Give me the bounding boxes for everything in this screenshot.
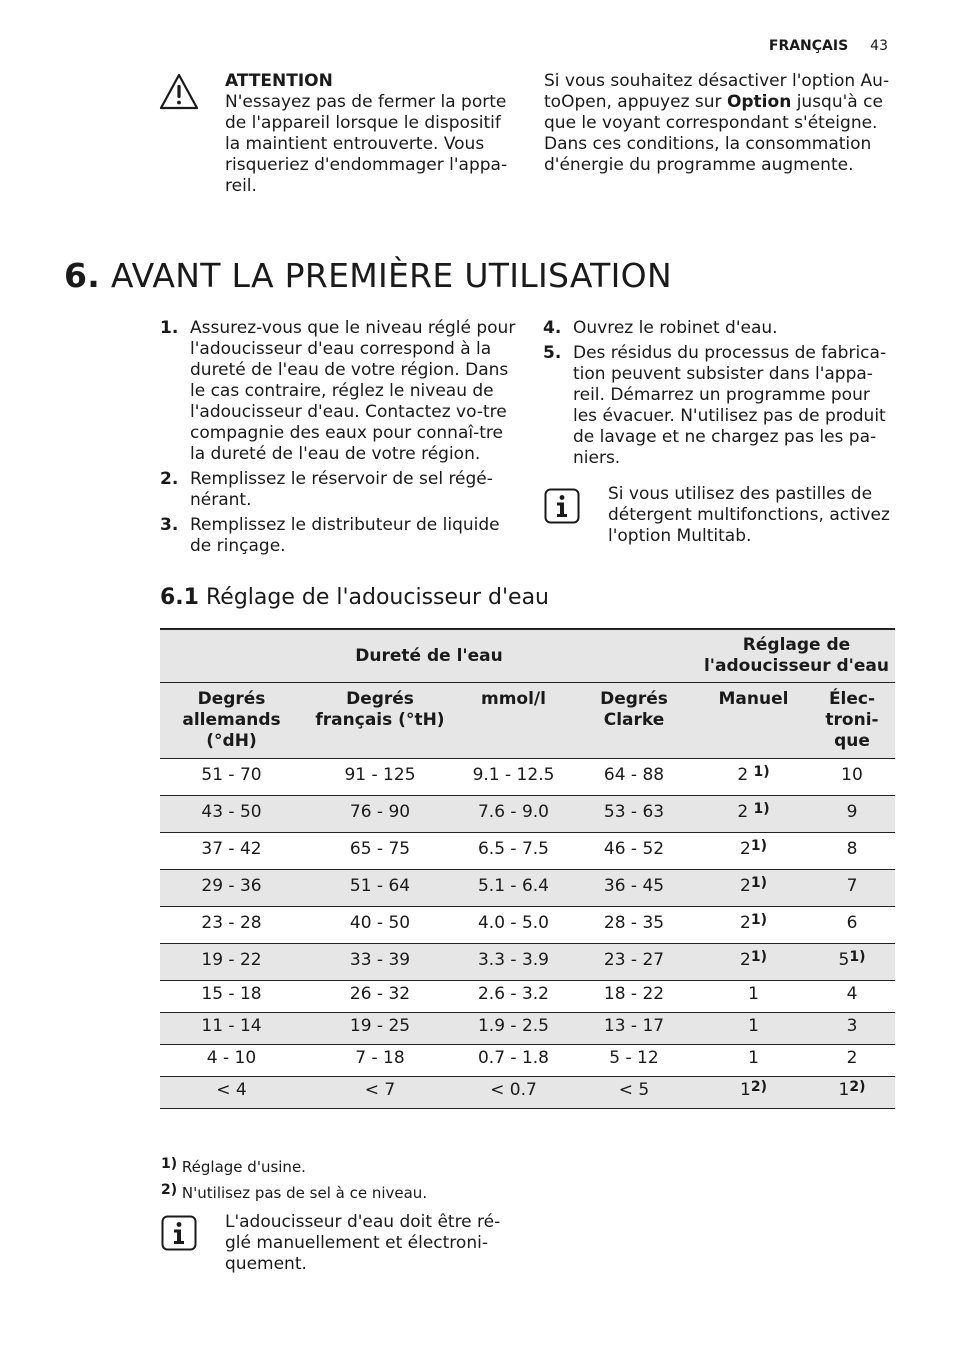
cell-value: 2 [740, 876, 751, 896]
table-cell: 1.9 - 2.5 [457, 1013, 570, 1045]
step-number: 4. [543, 318, 562, 338]
step-number: 2. [160, 469, 179, 489]
table-cell: 51 - 64 [303, 870, 457, 907]
footnote-mark: 2) [161, 1182, 178, 1198]
col-header-clarke: Degrés Clarke [570, 683, 698, 759]
group-header-setting: Réglage de l'adoucisseur d'eau [698, 629, 895, 683]
table-cell: 53 - 63 [570, 796, 698, 833]
info-softener-text: L'adoucisseur d'eau doit être ré-glé manuellement et électroni-quement. [225, 1212, 501, 1274]
table-cell: 8 [809, 833, 895, 870]
table-row [160, 1013, 895, 1045]
table-cell [698, 796, 809, 833]
step-number: 3. [160, 515, 179, 535]
step-item [160, 515, 516, 557]
table-cell [698, 907, 809, 944]
footnote-marker: 1) [849, 949, 866, 965]
footnote-marker: 2) [750, 1079, 767, 1095]
table-cell [698, 833, 809, 870]
table-cell: 23 - 28 [160, 907, 303, 944]
table-cell: 4.0 - 5.0 [457, 907, 570, 944]
table-cell: 3 [809, 1013, 895, 1045]
table-cell: 15 - 18 [160, 981, 303, 1013]
table-row [160, 907, 895, 944]
col-header-dh: Degrés allemands (°dH) [160, 683, 303, 759]
footnote-text: Réglage d'usine. [181, 1158, 306, 1176]
table-cell: 23 - 27 [570, 944, 698, 981]
cell-value: 5 [838, 950, 850, 970]
table-cell: 65 - 75 [303, 833, 457, 870]
footnote-text: N'utilisez pas de sel à ce niveau. [181, 1184, 428, 1202]
footnote-mark: 1) [161, 1156, 178, 1172]
autoopen-text-end: jusqu'à ce que le voyant correspondant s'éteigne. Dans ces conditions, la consommation d'énergie du programme augmente. [544, 92, 883, 175]
attention-block [225, 71, 517, 197]
col-header-manuel: Manuel [698, 683, 809, 759]
cell-value: 1 [740, 1080, 751, 1100]
autoopen-text-start: Si vous souhaitez désactiver l'option Au-toOpen, appuyez sur [544, 71, 890, 112]
table-cell: 4 - 10 [160, 1045, 303, 1077]
table-row [160, 1045, 895, 1077]
table-cell: 51 - 70 [160, 759, 303, 796]
warning-triangle-icon [158, 72, 200, 112]
step-number: 1. [160, 318, 179, 338]
step-item [543, 318, 893, 339]
footnote-2 [161, 1182, 427, 1202]
table-cell: 0.7 - 1.8 [457, 1045, 570, 1077]
table-cell: 64 - 88 [570, 759, 698, 796]
table-row [160, 796, 895, 833]
option-keyword: Option [726, 92, 792, 112]
table-cell: 2.6 - 3.2 [457, 981, 570, 1013]
table-cell: 3.3 - 3.9 [457, 944, 570, 981]
section-number: 6.1 [160, 585, 199, 610]
table-cell [698, 1077, 809, 1109]
table-cell: 1 [698, 981, 809, 1013]
cell-value: 2 [737, 802, 749, 822]
footnote-marker: 1) [750, 912, 767, 928]
footnote-1 [161, 1156, 306, 1176]
table-cell: 1 [698, 1013, 809, 1045]
table-cell: 40 - 50 [303, 907, 457, 944]
steps-list-left [160, 318, 516, 561]
footnote-marker: 1) [753, 764, 770, 780]
page-header [769, 38, 888, 54]
header-section: FRANÇAIS [768, 38, 849, 54]
table-cell: 19 - 22 [160, 944, 303, 981]
table-cell: 7.6 - 9.0 [457, 796, 570, 833]
table-row [160, 944, 895, 981]
chapter-title [64, 256, 672, 295]
table-cell: 36 - 45 [570, 870, 698, 907]
table-row [160, 833, 895, 870]
table-cell: 1 [698, 1045, 809, 1077]
table-cell: 6 [809, 907, 895, 944]
table-cell: 29 - 36 [160, 870, 303, 907]
table-cell: 26 - 32 [303, 981, 457, 1013]
step-item [160, 318, 516, 465]
table-cell [698, 944, 809, 981]
step-number: 5. [543, 343, 562, 363]
step-text: Assurez-vous que le niveau réglé pour l'adoucisseur d'eau correspond à la dureté de l'eau de votre région. Dans le cas contraire, réglez le niveau de l'adoucisseur d'eau. Contactez vo-tre compagnie des eaux pour connaî-tre la dureté de l'eau de votre région. [190, 318, 516, 464]
page-number: 43 [870, 38, 888, 54]
table-cell: < 0.7 [457, 1077, 570, 1109]
info-icon [544, 488, 580, 524]
table-cell: 33 - 39 [303, 944, 457, 981]
chapter-number: 6. [64, 256, 101, 295]
table-cell: < 7 [303, 1077, 457, 1109]
chapter-title-text: AVANT LA PREMIÈRE UTILISATION [110, 256, 672, 295]
table-cell: 37 - 42 [160, 833, 303, 870]
table-cell: 18 - 22 [570, 981, 698, 1013]
group-header-hardness: Dureté de l'eau [160, 629, 698, 683]
info-icon [161, 1215, 197, 1251]
table-row [160, 870, 895, 907]
attention-text: N'essayez pas de fermer la porte de l'appareil lorsque le dispositif la maintient entrouverte. Vous risqueriez d'endommager l'appa-reil. [225, 92, 508, 196]
table-cell: 11 - 14 [160, 1013, 303, 1045]
footnote-marker: 1) [750, 838, 767, 854]
step-text: Des résidus du processus de fabrica-tion peuvent subsister dans l'appa-reil. Démarrez un programme pour les évacuer. N'utilisez pas de produit de lavage et ne chargez pas les pa-niers. [573, 343, 887, 468]
cell-value: 2 [740, 913, 751, 933]
water-hardness-table [160, 628, 895, 1109]
footnote-marker: 1) [750, 949, 767, 965]
table-cell: 10 [809, 759, 895, 796]
table-row [160, 1077, 895, 1109]
table-cell: 5 - 12 [570, 1045, 698, 1077]
steps-list-right [543, 318, 893, 473]
step-text: Remplissez le distributeur de liquide de rinçage. [190, 515, 500, 556]
autoopen-paragraph [544, 71, 894, 176]
footnote-marker: 2) [849, 1079, 866, 1095]
table-cell: 7 - 18 [303, 1045, 457, 1077]
table-row [160, 981, 895, 1013]
col-header-th: Degrés français (°tH) [303, 683, 457, 759]
table-cell: 43 - 50 [160, 796, 303, 833]
table-cell: 13 - 17 [570, 1013, 698, 1045]
section-title [160, 585, 549, 610]
table-cell: 28 - 35 [570, 907, 698, 944]
table-cell: < 5 [570, 1077, 698, 1109]
table-cell: 7 [809, 870, 895, 907]
table-cell: 4 [809, 981, 895, 1013]
col-header-mmol: mmol/l [457, 683, 570, 759]
footnote-marker: 1) [753, 801, 770, 817]
table-cell [809, 944, 895, 981]
table-cell: 91 - 125 [303, 759, 457, 796]
footnote-marker: 1) [750, 875, 767, 891]
table-cell [698, 870, 809, 907]
table-cell: 19 - 25 [303, 1013, 457, 1045]
section-title-text: Réglage de l'adoucisseur d'eau [205, 585, 549, 610]
info-multitab-text: Si vous utilisez des pastilles de détergent multifonctions, activez l'option Multitab. [608, 484, 890, 546]
table-cell: 5.1 - 6.4 [457, 870, 570, 907]
table-cell: 46 - 52 [570, 833, 698, 870]
cell-value: 1 [838, 1080, 850, 1100]
table-cell [809, 1077, 895, 1109]
table-cell: 2 [809, 1045, 895, 1077]
cell-value: 2 [740, 950, 751, 970]
table-cell: 9.1 - 12.5 [457, 759, 570, 796]
cell-value: 2 [737, 765, 749, 785]
step-item [160, 469, 516, 511]
table-cell: 9 [809, 796, 895, 833]
step-text: Ouvrez le robinet d'eau. [573, 318, 778, 338]
cell-value: 2 [740, 839, 751, 859]
table-cell: 6.5 - 7.5 [457, 833, 570, 870]
table-cell [698, 759, 809, 796]
table-cell: < 4 [160, 1077, 303, 1109]
col-header-electronique: Élec-troni-que [809, 683, 895, 759]
attention-title: ATTENTION [225, 71, 333, 91]
step-item [543, 343, 893, 469]
table-row [160, 759, 895, 796]
step-text: Remplissez le réservoir de sel régé-nérant. [190, 469, 493, 510]
table-cell: 76 - 90 [303, 796, 457, 833]
